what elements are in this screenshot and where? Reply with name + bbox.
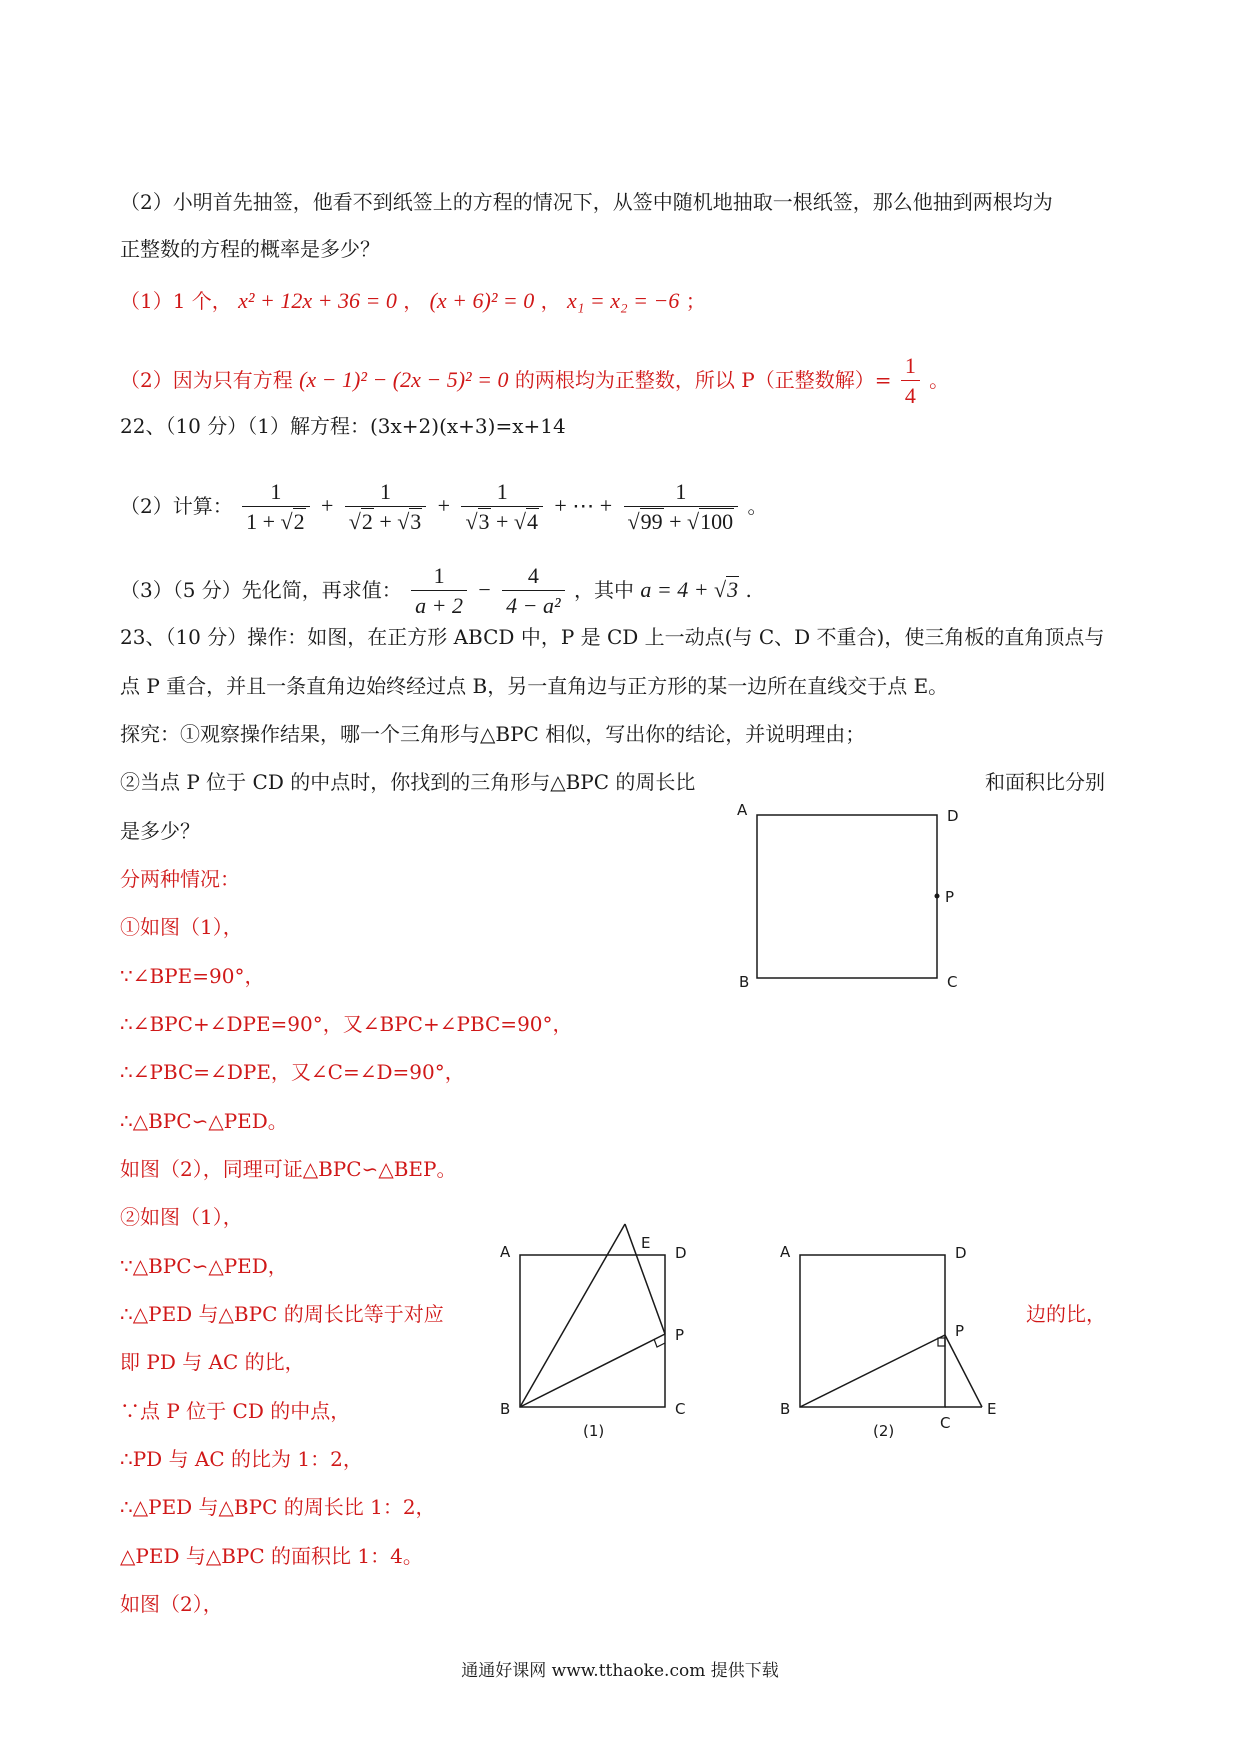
period: .	[745, 578, 752, 602]
segment-p-e	[945, 1335, 982, 1407]
fraction	[502, 562, 564, 621]
solution-line: 如图（2），同理可证△BPC∽△BEP。	[120, 1157, 457, 1181]
answer-text: （1）1 个，	[120, 289, 232, 313]
denominator: √99 + √100	[627, 509, 734, 534]
solution-line: ①如图（1），	[120, 915, 243, 939]
solution-line: ∵△BPC∽△PED，	[120, 1254, 288, 1278]
label-c: C	[675, 1400, 686, 1418]
denominator: a + 2	[415, 593, 464, 618]
label: （3）（5 分）先化简，再求值：	[120, 578, 402, 602]
q23-line-5: 是多少？	[120, 819, 200, 843]
caption: (2)	[873, 1422, 895, 1440]
segment-b-p	[800, 1335, 945, 1407]
denominator: √2 + √3	[348, 509, 422, 534]
value: a = 4 +	[640, 577, 715, 602]
q21-part2-cont: 正整数的方程的概率是多少？	[120, 237, 380, 261]
label-e: E	[641, 1234, 651, 1252]
q23-line-4b: 和面积比分别	[985, 770, 1105, 794]
label-d: D	[947, 807, 959, 825]
fraction	[345, 478, 427, 537]
solution-line: ∴∠PBC=∠DPE，又∠C=∠D=90°，	[120, 1060, 465, 1084]
label-b: B	[780, 1400, 791, 1418]
label-a: A	[780, 1243, 791, 1261]
label-d: D	[675, 1244, 687, 1262]
label-c: C	[947, 973, 958, 991]
answer-text: 的两根均为正整数，所以 P（正整数解）=	[514, 368, 892, 392]
answer-text: （2）因为只有方程	[120, 368, 293, 392]
solution-line: 分两种情况：	[120, 867, 240, 891]
figure-1	[495, 1210, 715, 1440]
q22-part2: （2）计算： $\frac{1}{1 + √2}$ + $\frac{1}{√2 + √3}$ + $\frac{1}{√3 + √4}$ + ⋯ + $\frac{1}{√99 + √100}$ 。	[120, 478, 767, 537]
square	[757, 815, 937, 978]
label-d: D	[955, 1244, 967, 1262]
numerator: 1	[901, 352, 920, 381]
equation: (x − 1)² − (2x − 5)² = 0	[299, 367, 509, 392]
q22-part3: （3）（5 分）先化简，再求值： $\frac{1}{a + 2}$ − $\frac{4}{\text{4 − a²}}$ ，其中 a = 4 + √3 .	[120, 562, 752, 621]
square	[800, 1255, 945, 1407]
equation: (x + 6)² = 0	[429, 288, 535, 313]
figure-2	[775, 1210, 1025, 1440]
solution-line: ∴PD 与 AC 的比为 1：2，	[120, 1447, 363, 1471]
denominator: √3 + √4	[465, 509, 538, 534]
point-p	[935, 894, 940, 899]
solution-side-text: 边的比，	[1026, 1302, 1106, 1326]
label-a: A	[500, 1243, 511, 1261]
label-p: P	[945, 888, 955, 906]
ellipsis: + ⋯ +	[554, 493, 613, 518]
q23-line-2: 点 P 重合，并且一条直角边始终经过点 B，另一直角边与正方形的某一边所在直线交于点 E。	[120, 674, 949, 698]
text: ，其中	[573, 578, 634, 602]
label-b: B	[500, 1400, 511, 1418]
denominator: 1 + √2	[246, 509, 305, 534]
numerator: 1	[411, 562, 467, 591]
denominator: 4	[904, 383, 916, 408]
separator: ，	[403, 289, 424, 313]
solution-line: ∴△BPC∽△PED。	[120, 1109, 288, 1133]
solution-line: ∴∠BPC+∠DPE=90°，又∠BPC+∠PBC=90°，	[120, 1012, 573, 1036]
solution-line: ∵∠BPE=90°，	[120, 964, 265, 988]
q23-line-4a: ②当点 P 位于 CD 的中点时，你找到的三角形与△BPC 的周长比	[120, 770, 696, 794]
numerator: 1	[461, 478, 543, 507]
numerator: 1	[624, 478, 739, 507]
square	[520, 1255, 665, 1407]
numerator: 1	[242, 478, 310, 507]
footer-watermark: 通通好课网 www.tthaoke.com 提供下载	[461, 1661, 779, 1681]
equation: x² + 12x + 36 = 0	[238, 288, 397, 313]
period: 。	[929, 368, 950, 392]
label-a: A	[737, 801, 748, 819]
fraction	[624, 478, 739, 537]
q23-line-1: 23、（10 分）操作：如图，在正方形 ABCD 中，P 是 CD 上一动点(与 C、D 不重合)，使三角板的直角顶点与	[120, 625, 1105, 649]
label-b: B	[739, 973, 750, 991]
numerator: 4	[502, 562, 564, 591]
label: （2）计算：	[120, 494, 233, 518]
q21-part2: （2）小明首先抽签，他看不到纸签上的方程的情况下，从签中随机地抽取一根纸签，那么他抽到两根均为	[120, 190, 1053, 214]
fraction	[411, 562, 467, 621]
period: 。	[747, 494, 768, 518]
q21-answer-1	[120, 288, 706, 314]
segment-b-top	[520, 1224, 625, 1407]
denominator: 4 − a²	[506, 593, 561, 618]
fraction	[461, 478, 543, 537]
solution-line: △PED 与△BPC 的面积比 1：4。	[120, 1544, 423, 1568]
solution-line: 如图（2），	[120, 1592, 223, 1616]
separator: ；	[685, 289, 706, 313]
solution-line: ∴△PED 与△BPC 的周长比 1：2，	[120, 1495, 436, 1519]
right-angle-mark	[938, 1338, 945, 1346]
solution-line: ∵点 P 位于 CD 的中点，	[120, 1399, 351, 1423]
fraction	[242, 478, 310, 537]
label-e: E	[987, 1400, 997, 1418]
label-p: P	[955, 1322, 965, 1340]
solution-line: ②如图（1），	[120, 1205, 243, 1229]
caption: (1)	[583, 1422, 605, 1440]
figure-square-abcd	[725, 795, 965, 995]
fraction	[901, 352, 920, 411]
label-p: P	[675, 1326, 685, 1344]
label-c: C	[940, 1414, 951, 1432]
numerator: 1	[345, 478, 427, 507]
q23-line-3: 探究：①观察操作结果，哪一个三角形与△BPC 相似，写出你的结论，并说明理由；	[120, 722, 866, 746]
right-angle-mark	[654, 1339, 665, 1347]
solution-line: ∴△PED 与△BPC 的周长比等于对应	[120, 1302, 444, 1326]
q22-header: 22、（10 分）（1）解方程：(3x+2)(x+3)=x+14	[120, 414, 566, 438]
separator: ，	[540, 289, 561, 313]
equation: x₁ = x₂ = −6	[567, 288, 680, 313]
radicand: 3	[727, 577, 739, 602]
solution-line: 即 PD 与 AC 的比，	[120, 1350, 305, 1374]
q21-answer-2	[120, 352, 949, 411]
